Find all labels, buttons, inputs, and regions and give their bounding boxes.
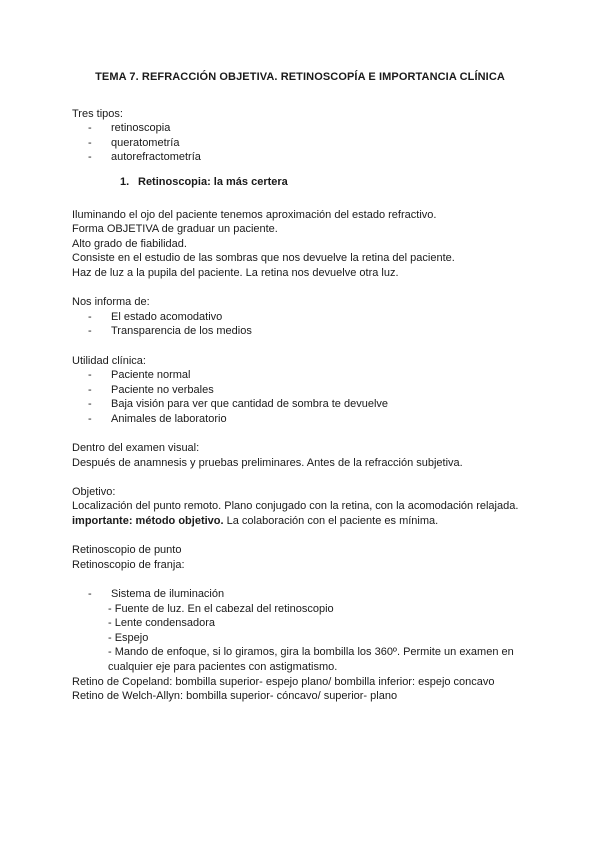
- sistema-list: [72, 587, 532, 602]
- examen-text: Después de anamnesis y pruebas preliminares. Antes de la refracción subjetiva.: [72, 456, 463, 469]
- important-rest: La colaboración con el paciente es mínima.: [223, 515, 439, 528]
- objetivo-label: Objetivo:: [72, 485, 116, 498]
- retino-welch-allyn: Retino de Welch-Allyn: bombilla superior- cóncavo/ superior- plano: [72, 690, 398, 703]
- section-heading: [120, 175, 532, 190]
- retino-copeland: Retino de Copeland: bombilla superior- espejo plano/ bombilla inferior: espejo concavo: [72, 675, 495, 688]
- examen-label: Dentro del examen visual:: [72, 442, 200, 455]
- objetivo-important: [72, 514, 532, 529]
- sistema-subitem-wrap: cualquier eje para pacientes con astigmatismo.: [108, 660, 338, 673]
- list-item: - Transparencia de los medios: [88, 324, 532, 339]
- document-page: [72, 70, 532, 704]
- section-number: 1.: [120, 175, 130, 188]
- intro-line: Iluminando el ojo del paciente tenemos aproximación del estado refractivo.: [72, 208, 437, 221]
- informa-list: [72, 310, 532, 339]
- sistema-subitem: - Fuente de luz. En el cabezal del retinoscopio: [108, 602, 334, 615]
- intro-line: Forma OBJETIVA de graduar un paciente.: [72, 223, 278, 236]
- sistema-subitem: - Lente condensadora: [108, 617, 216, 630]
- objetivo-text: Localización del punto remoto. Plano conjugado con la retina, con la acomodación relajada.: [72, 500, 519, 513]
- list-item: - retinoscopia: [88, 121, 532, 136]
- section-heading-text: Retinoscopia: la más certera: [138, 175, 288, 188]
- utilidad-label: Utilidad clínica:: [72, 354, 146, 367]
- list-item: - El estado acomodativo: [88, 310, 532, 325]
- important-bold: importante: método objetivo.: [72, 515, 224, 528]
- list-item: - Animales de laboratorio: [88, 412, 532, 427]
- retinoscopio-punto: Retinoscopio de punto: [72, 544, 182, 557]
- intro-line: Consiste en el estudio de las sombras que nos devuelve la retina del paciente.: [72, 252, 455, 265]
- informa-label: Nos informa de:: [72, 296, 150, 309]
- list-item: - Paciente normal: [88, 368, 532, 383]
- list-item: - Sistema de iluminación: [88, 587, 532, 602]
- list-item: - queratometría: [88, 136, 532, 151]
- intro-line: Alto grado de fiabilidad.: [72, 237, 187, 250]
- list-item: - autorefractometría: [88, 150, 532, 165]
- tipos-label: Tres tipos:: [72, 107, 123, 120]
- utilidad-list: [72, 368, 532, 426]
- page-title: TEMA 7. REFRACCIÓN OBJETIVA. RETINOSCOPÍA E IMPORTANCIA CLÍNICA: [95, 71, 505, 83]
- sistema-subitem: - Mando de enfoque, si lo giramos, gira la bombilla los 360º. Permite un examen en: [108, 646, 514, 659]
- tipos-list: [72, 121, 532, 165]
- list-item: - Baja visión para ver que cantidad de sombra te devuelve: [88, 397, 532, 412]
- sistema-subitem: - Espejo: [108, 631, 149, 644]
- intro-line: Haz de luz a la pupila del paciente. La retina nos devuelve otra luz.: [72, 266, 399, 279]
- retinoscopio-franja: Retinoscopio de franja:: [72, 558, 185, 571]
- list-item: - Paciente no verbales: [88, 383, 532, 398]
